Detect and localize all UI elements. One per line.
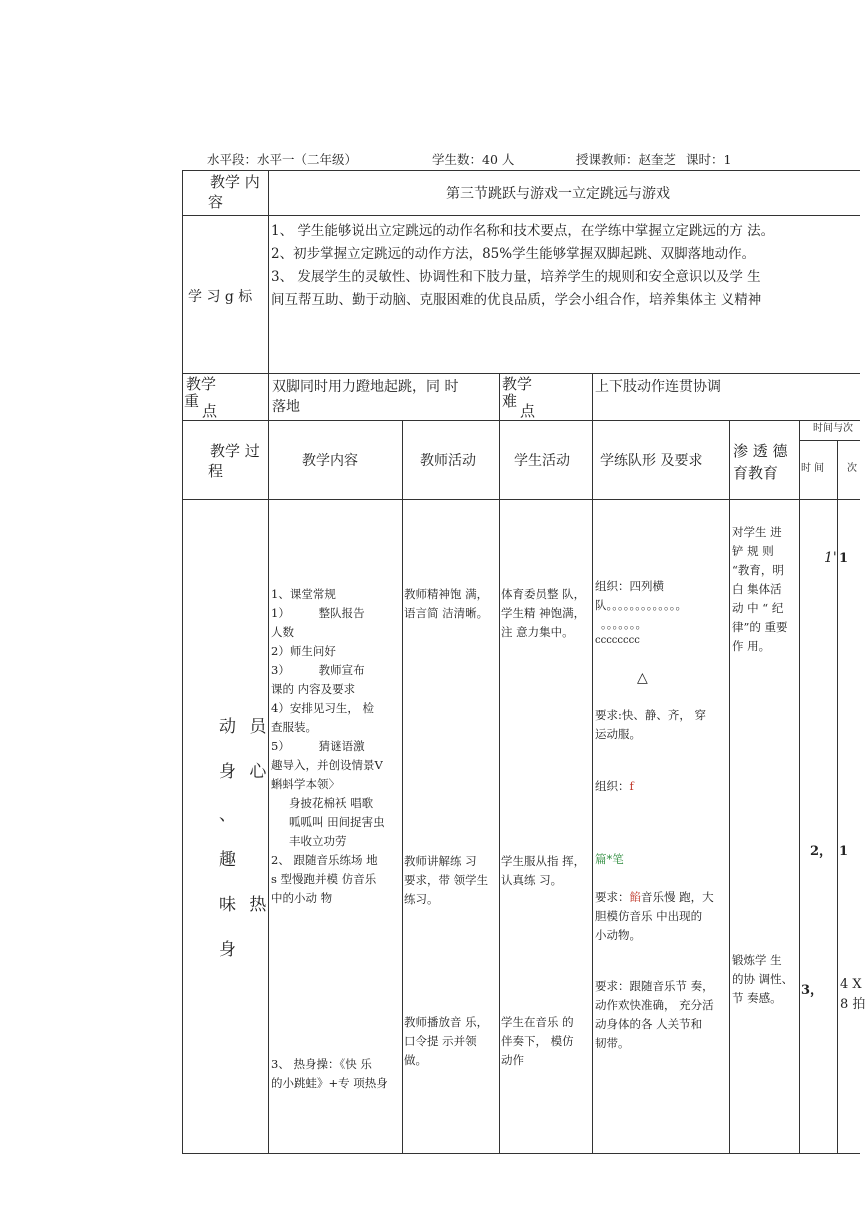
text-line: 要求：跟随音乐节 奏，	[595, 979, 714, 993]
list-item: 的小跳蛙》+专 项热身	[271, 1076, 388, 1090]
goal-item: 3、 发展学生的灵敏性、协调性和下肢力量，培养学生的规则和安全意识以及学 生	[271, 269, 761, 285]
list-item: 2、 跟随音乐练场 地	[271, 853, 378, 867]
stage-label: 、	[219, 805, 240, 825]
content-label: 容	[208, 193, 224, 211]
key-label: 点	[202, 402, 218, 420]
key-label: 教学	[186, 375, 217, 393]
text-line: 队。。。。。。。。。。。。。	[595, 598, 687, 612]
col-content: 教学内容	[302, 453, 358, 469]
list-item: 1、课堂常规	[271, 587, 336, 601]
grid-line	[182, 373, 860, 374]
text-line: 铲 规 则	[732, 544, 774, 558]
count-value: 1	[839, 844, 849, 859]
grid-line	[799, 440, 860, 441]
stage-label: 动 员	[219, 717, 271, 737]
difficulty-label: 点	[520, 402, 536, 420]
grid-line	[729, 420, 730, 1154]
time-value: 3，	[801, 983, 824, 998]
header-teacher: 授课教师：赵奎芝	[576, 152, 677, 167]
grid-line	[182, 1153, 860, 1154]
grid-line	[837, 440, 838, 1154]
grid-line	[182, 215, 860, 216]
text-line: 体育委员整 队，	[501, 587, 586, 601]
text-line: 要求，带 领学生	[404, 873, 489, 887]
text-line: 练习。	[404, 892, 439, 906]
count-value: 8 拍	[840, 997, 865, 1012]
text-line: 教师精神饱 满，	[404, 587, 489, 601]
col-process: 教学 过	[210, 442, 260, 460]
text-line: 小动物。	[595, 928, 641, 942]
stage-label: 身 心	[219, 762, 271, 782]
col-time-group: 时间与次	[813, 423, 853, 434]
content-list-1	[271, 585, 401, 908]
text-line: 音乐慢 跑，大	[641, 890, 714, 904]
formation-mark: 篇*笔	[595, 852, 624, 866]
list-item: 趣导入，并创设情景V	[271, 758, 383, 772]
student-activity-3	[501, 1013, 593, 1070]
goals-label: 学 习 g 标	[188, 289, 253, 305]
list-item: 中的小动 物	[271, 891, 333, 905]
list-item: 身披花棉袄 唱歌	[289, 796, 374, 810]
teacher-activity-2	[404, 852, 500, 909]
list-item: 2）师生问好	[271, 644, 336, 658]
goal-item: 2、初步掌握立定跳远的动作方法，85%学生能够掌握双脚起跳、双脚落地动作。	[271, 246, 756, 262]
time-value: 2，	[810, 844, 833, 859]
list-item: 查服装。	[271, 720, 317, 734]
formation-mark: f	[629, 779, 634, 793]
text-line: 韧带。	[595, 1036, 630, 1050]
text-line: 运动服。	[595, 727, 641, 741]
col-time: 时 间	[801, 463, 825, 474]
moral-education-1	[732, 523, 800, 656]
col-process: 程	[208, 462, 224, 480]
list-item: 丰收立功劳	[289, 834, 347, 848]
col-moral: 渗 透 德	[733, 442, 788, 460]
text-line: 动 中 “ 纪	[732, 601, 784, 615]
goal-item: 1、 学生能够说出立定跳远的动作名称和技术要点，在学练中掌握立定跳远的方 法。	[271, 223, 775, 239]
text-line: “教育，明	[732, 563, 784, 577]
list-item: 3） 教师宣布	[271, 663, 365, 677]
student-activity-2	[501, 852, 593, 890]
list-item: 课的 内容及要求	[271, 682, 356, 696]
text-line: 认真练 习。	[501, 873, 563, 887]
content-label: 教学 内	[210, 173, 260, 191]
goals-list	[271, 220, 860, 312]
list-item: 人数	[271, 625, 294, 639]
header-hours: 课时：1	[686, 152, 732, 167]
text-line: 学生精 神饱满，	[501, 606, 586, 620]
grid-line	[182, 170, 183, 1154]
formation-req-3	[595, 977, 729, 1053]
list-item: 蝌蚪学本领〉	[271, 777, 340, 791]
difficulty-point: 上下肢动作连贯协调	[595, 379, 721, 395]
text-line: 注 意力集中。	[501, 625, 574, 639]
student-activity-1	[501, 585, 593, 642]
list-item: 1） 整队报告	[271, 606, 365, 620]
formation-org-2	[595, 777, 634, 796]
goal-item: 间互帮互助、勤于动脑、克服困难的优良品质，学会小组合作，培养集体主 义精神	[271, 292, 762, 308]
text-line: 组织：	[595, 779, 630, 793]
text-line: 动作欢快准确， 充分活	[595, 998, 714, 1012]
text-line: 学生服从指 挥，	[501, 854, 586, 868]
text-line: 胆模仿音乐 中出现的	[595, 909, 703, 923]
stage-label: 味 热	[219, 895, 271, 915]
text-line: 学生在音乐 的	[501, 1015, 574, 1029]
col-times: 次	[847, 463, 857, 474]
formation-org-1	[595, 577, 729, 648]
col-teacher: 教师活动	[420, 453, 476, 469]
list-item: 4）安排见习生， 检	[271, 701, 374, 715]
header-level: 水平段：水平一（二年级）	[207, 152, 358, 167]
lesson-title: 第三节跳跃与游戏一立定跳远与游戏	[446, 186, 670, 202]
text-line: 组织：四列横	[595, 579, 664, 593]
grid-line	[182, 170, 860, 171]
stage-label: 身	[219, 940, 240, 960]
text-line: 教师讲解练 习	[404, 854, 477, 868]
teacher-activity-3	[404, 1013, 500, 1070]
list-item: s 型慢跑并模 仿音乐	[271, 872, 377, 886]
text-line: 锻炼学 生	[732, 953, 782, 967]
teacher-position-triangle: △	[637, 670, 648, 686]
text-line: 动作	[501, 1053, 524, 1067]
difficulty-label: 难	[502, 392, 518, 410]
list-item: 3、 热身操：《快 乐	[271, 1057, 372, 1071]
text-line: 动身体的各 人关节和	[595, 1017, 703, 1031]
count-value: 1	[839, 551, 849, 566]
text-line: cccccccc	[595, 635, 640, 646]
header-students: 学生数：40 人	[432, 152, 515, 167]
text-line: 作 用。	[732, 639, 771, 653]
text-line: 节 奏感。	[732, 991, 782, 1005]
count-value: 4 X	[840, 977, 862, 992]
stage-label: 趣	[219, 850, 240, 870]
formation-mark: 餡	[629, 890, 641, 904]
key-label: 重	[184, 392, 200, 410]
text-line: 语言简 洁清晰。	[404, 606, 489, 620]
grid-line	[182, 499, 860, 500]
col-moral: 育教育	[733, 464, 779, 482]
col-student: 学生活动	[514, 453, 570, 469]
content-list-2	[271, 1055, 401, 1093]
text-line: 律”的 重要	[732, 620, 788, 634]
grid-line	[268, 170, 269, 1154]
formation-req-2	[595, 888, 729, 945]
text-line: 。。。。。。。	[601, 617, 647, 631]
text-line: 教师播放音 乐，	[404, 1015, 489, 1029]
grid-line	[402, 420, 403, 1154]
moral-education-2	[732, 951, 800, 1008]
difficulty-label: 教学	[502, 375, 533, 393]
list-item: 呱呱叫 田间捉害虫	[289, 815, 385, 829]
key-point: 落地	[272, 399, 300, 415]
text-line: 对学生 进	[732, 525, 782, 539]
list-item: 5） 猜谜语激	[271, 739, 365, 753]
key-point: 双脚同时用力蹬地起跳，同 时	[272, 379, 459, 395]
text-line: 口令提 示并领	[404, 1034, 477, 1048]
time-value: 1'	[824, 550, 837, 566]
col-formation: 学练队形 及要求	[600, 453, 703, 469]
teacher-activity-1	[404, 585, 500, 623]
text-line: 白 集体活	[732, 582, 782, 596]
text-line: 伴奏下， 模仿	[501, 1034, 574, 1048]
text-line: 做。	[404, 1053, 427, 1067]
text-line: 的协 调性、	[732, 972, 794, 986]
formation-req-1	[595, 706, 729, 744]
text-line: 要求：	[595, 890, 630, 904]
text-line: 要求:快、静、齐， 穿	[595, 708, 707, 722]
